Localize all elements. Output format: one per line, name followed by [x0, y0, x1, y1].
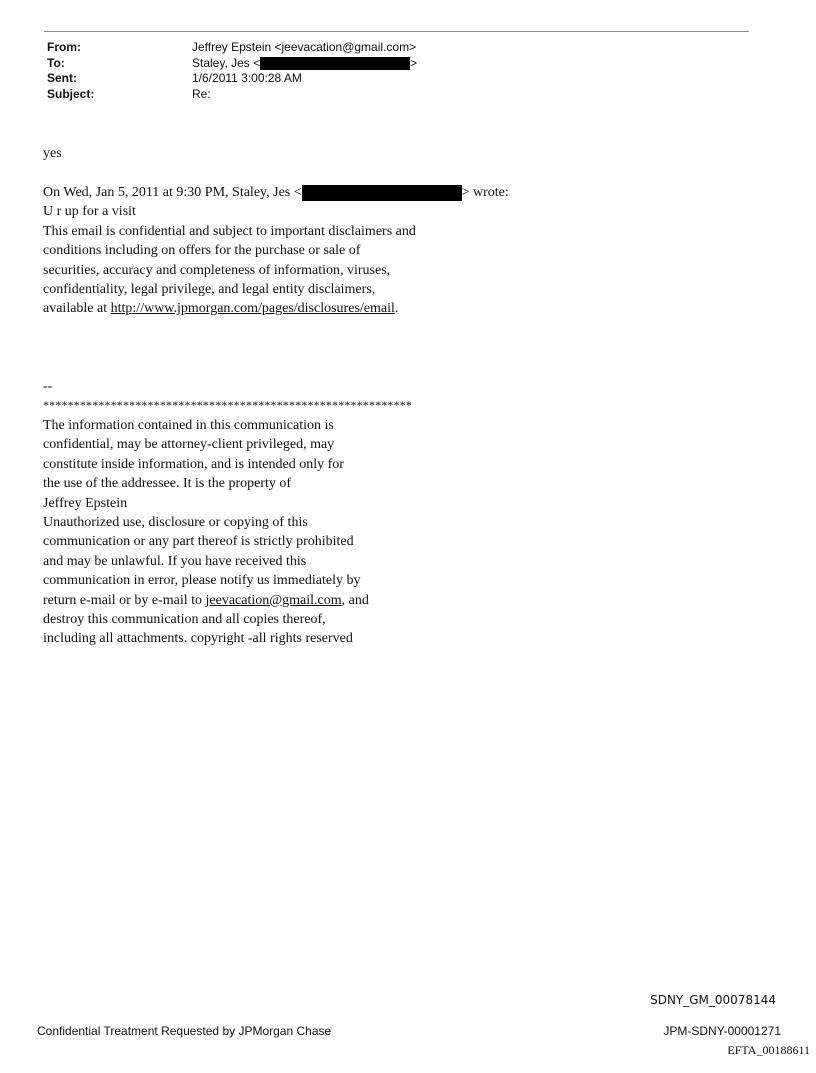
quote-line: securities, accuracy and completeness of information, viruses, [43, 262, 391, 278]
email-link[interactable]: jeevacation@gmail.com [205, 592, 342, 608]
from-value: Jeffrey Epstein <jeevacation@gmail.com> [192, 40, 417, 54]
signature-dash: -- [43, 379, 53, 394]
bates-sdny: SDNY_GM_00078144 [650, 993, 776, 1007]
email-header [47, 40, 417, 102]
top-divider [44, 31, 749, 32]
disclaimer-line: destroy this communication and all copies thereof, [43, 612, 326, 628]
disclaimer-line: return e-mail or by e-mail to jeevacation@gmail.com, and [43, 592, 369, 608]
disclaimer-line: The information contained in this communication is [43, 418, 334, 433]
subject-label: Subject: [47, 86, 95, 101]
disclaimer-line: including all attachments. copyright -all rights reserved [43, 631, 353, 647]
quote-line: This email is confidential and subject to important disclaimers and [43, 223, 416, 239]
quote-line: confidentiality, legal privilege, and legal entity disclaimers, [43, 282, 376, 298]
signature-stars: ************************************************************ [43, 398, 412, 412]
quote-intro: On Wed, Jan 5, 2011 at 9:30 PM, Staley, Jes < > wrote: [43, 185, 509, 200]
to-label: To: [47, 55, 65, 70]
to-suffix: > [410, 55, 418, 70]
sent-label: Sent: [47, 71, 77, 85]
to-prefix: Staley, Jes < [192, 55, 261, 70]
confidential-footer: Confidential Treatment Requested by JPMorgan Chase [37, 1024, 332, 1038]
quote-line: available at http://www.jpmorgan.com/pages/disclosures/email. [43, 301, 399, 317]
bates-efta: EFTA_00188611 [727, 1043, 810, 1057]
header-subject-row [47, 87, 417, 103]
header-from-row [47, 40, 417, 56]
quoted-message [43, 183, 509, 319]
bates-jpm: JPM-SDNY-00001271 [663, 1024, 781, 1038]
disclaimer-line: communication or any part thereof is strictly prohibited [43, 534, 354, 550]
to-value [192, 56, 417, 72]
disclaimer-line: Jeffrey Epstein [43, 495, 128, 511]
header-sent-row [47, 71, 417, 87]
disclaimer-line: communication in error, please notify us immediately by [43, 573, 361, 589]
subject-value: Re: [192, 86, 211, 101]
reply-text: yes [43, 146, 62, 161]
disclaimer-line: confidential, may be attorney-client privileged, may [43, 437, 335, 453]
confidentiality-disclaimer [43, 416, 369, 649]
disclaimer-line: the use of the addressee. It is the property of [43, 476, 292, 492]
sent-value: 1/6/2011 3:00:28 AM [192, 71, 302, 85]
quote-line: conditions including on offers for the purchase or sale of [43, 243, 361, 259]
from-label: From: [47, 40, 81, 54]
quote-line: U r up for a visit [43, 204, 136, 220]
disclaimer-line: and may be unlawful. If you have received this [43, 553, 307, 569]
disclaimer-line: constitute inside information, and is intended only for [43, 456, 344, 472]
disclosures-link[interactable]: http://www.jpmorgan.com/pages/disclosures/email [110, 301, 395, 317]
to-redaction [260, 57, 410, 70]
header-to-row [47, 56, 417, 72]
quote-redaction [302, 185, 462, 201]
disclaimer-line: Unauthorized use, disclosure or copying of this [43, 515, 308, 531]
